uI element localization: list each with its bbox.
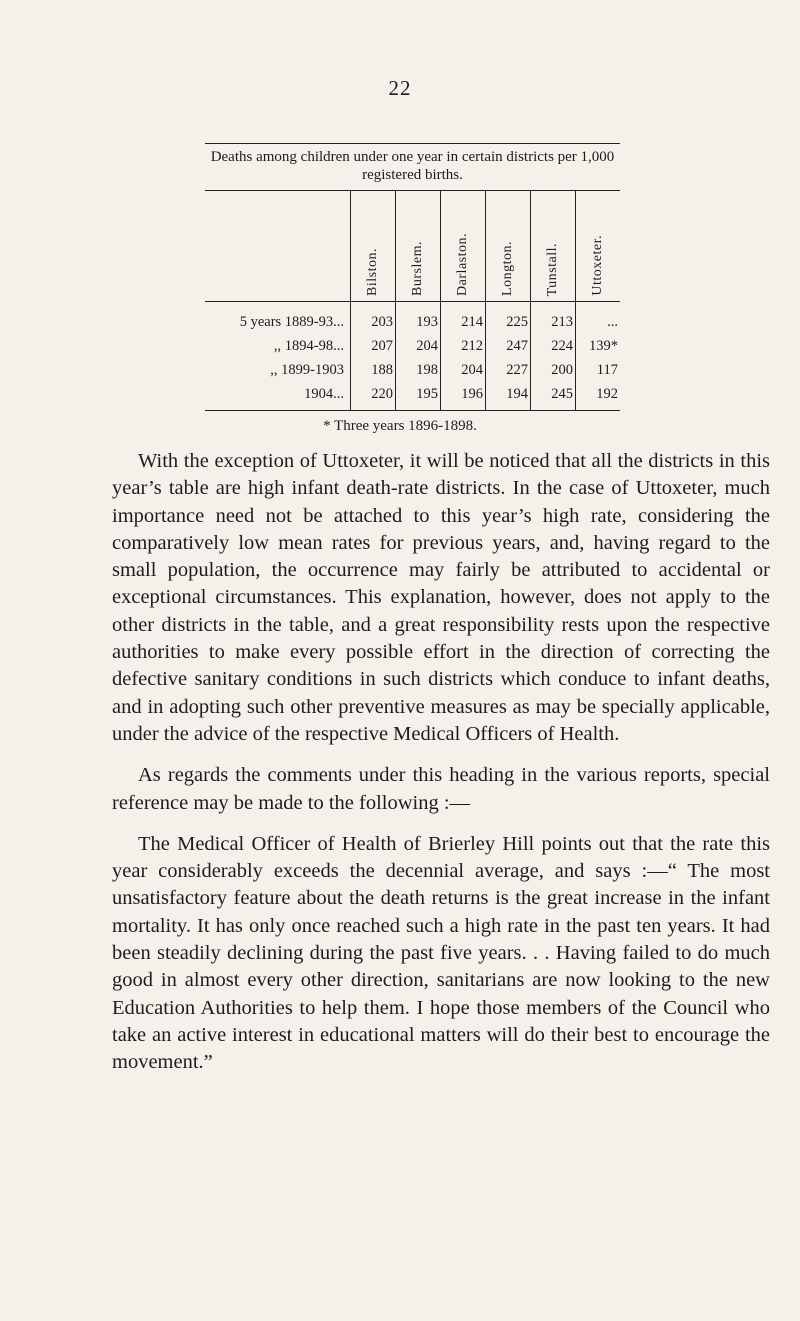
table-cell: 212 xyxy=(441,334,486,358)
table-row xyxy=(205,382,620,411)
row-label: ,, 1894-98... xyxy=(273,337,344,354)
body-text xyxy=(112,448,770,1091)
column-header-darlaston: Darlaston. xyxy=(441,191,486,302)
infant-deaths-table xyxy=(205,190,620,411)
table-cell: 204 xyxy=(396,334,441,358)
table-cell: 139* xyxy=(576,334,621,358)
table-cell: 224 xyxy=(531,334,576,358)
table-header-row xyxy=(205,191,620,302)
table-cell: 220 xyxy=(351,382,396,411)
table-cell: 247 xyxy=(486,334,531,358)
column-header-tunstall: Tunstall. xyxy=(531,191,576,302)
table-cell: 198 xyxy=(396,358,441,382)
table-cell: 117 xyxy=(576,358,621,382)
table-footnote: * Three years 1896-1898. xyxy=(323,418,477,434)
row-label: 1904... xyxy=(205,382,351,411)
table-cell: ... xyxy=(576,302,621,335)
table-cell: 195 xyxy=(396,382,441,411)
table-row xyxy=(205,334,620,358)
table-row xyxy=(205,358,620,382)
table-cell: 204 xyxy=(441,358,486,382)
column-header-burslem: Burslem. xyxy=(396,191,441,302)
table-cell: 192 xyxy=(576,382,621,411)
table-cell: 200 xyxy=(531,358,576,382)
table-cell: 194 xyxy=(486,382,531,411)
table-cell: 188 xyxy=(351,358,396,382)
table-cell: 207 xyxy=(351,334,396,358)
table-cell: 213 xyxy=(531,302,576,335)
table-cell: 227 xyxy=(486,358,531,382)
column-header-bilston: Bilston. xyxy=(351,191,396,302)
top-rule xyxy=(205,143,620,144)
paragraph: With the exception of Uttoxeter, it will be noticed that all the districts in this year’s table are high infant death-rate districts. In the case of Uttoxeter, much importance need not be attached to this year’s high rate, considering the comparatively low mean rates for previous years, and, having regard to the small population, the occurrence may fairly be attributed to accidental or exceptional circumstances. This explanation, however, does not apply to the other districts in the table, and a great responsibility rests upon the respective authorities to make every possible effort in the direction of correcting the defective sanitary conditions in such districts which conduce to infant deaths, and in adopting such other preventive measures as may be specially applicable, under the advice of the respective Medical Officers of Health. xyxy=(112,450,770,745)
table-cell: 196 xyxy=(441,382,486,411)
paragraph: As regards the comments under this heading in the various reports, special reference may be made to the following :— xyxy=(112,764,770,814)
table-cell: 225 xyxy=(486,302,531,335)
row-label: ,, 1899-1903 xyxy=(270,361,344,378)
table-cell: 214 xyxy=(441,302,486,335)
page-number: 22 xyxy=(388,76,412,100)
table-row xyxy=(205,302,620,335)
column-header-uttoxeter: Uttoxeter. xyxy=(576,191,621,302)
table-cell: 203 xyxy=(351,302,396,335)
paragraph: The Medical Officer of Health of Brierley Hill points out that the rate this year considerably exceeds the decennial average, and says :—“ The most unsatisfactory feature about the death returns is the great increase in the infant mortality. It has only once reached such a high rate in the past ten years. It had been steadily declining during the past five years. . . Having failed to do much good in almost every other direction, sanitarians are now looking to the new Education Authorities to help them. I hope those members of the Council who take an active interest in educational matters will do their best to encourage the movement.” xyxy=(112,832,770,1074)
table-cell: 193 xyxy=(396,302,441,335)
row-label: 5 years 1889-93... xyxy=(239,313,344,330)
header-blank-cell xyxy=(205,191,351,302)
table-cell: 245 xyxy=(531,382,576,411)
table-caption: Deaths among children under one year in certain districts per 1,000 registered births. xyxy=(210,149,615,183)
column-header-longton: Longton. xyxy=(486,191,531,302)
